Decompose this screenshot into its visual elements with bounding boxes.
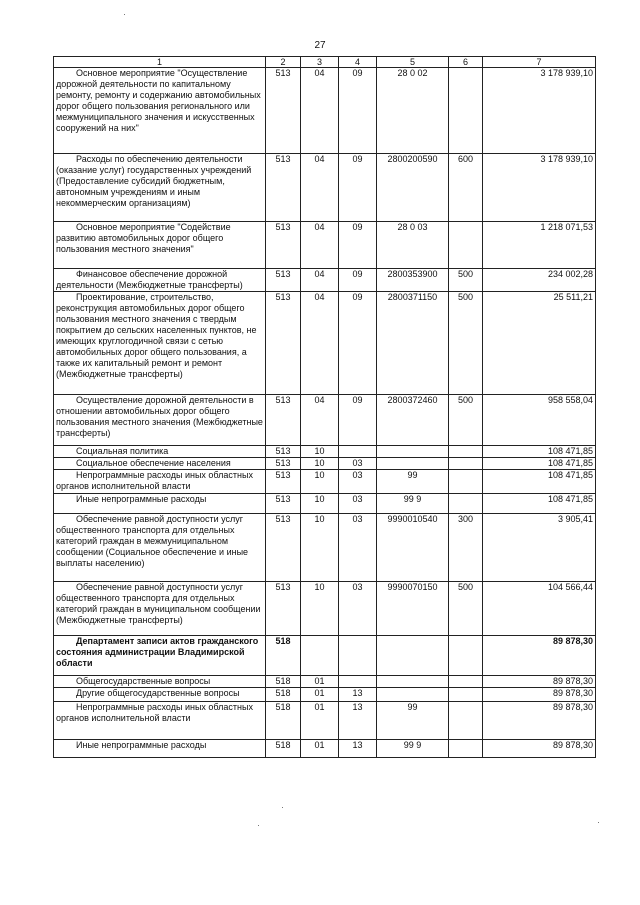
table-row <box>54 154 596 222</box>
cell-section: 04 <box>301 269 339 292</box>
cell-section: 04 <box>301 222 339 269</box>
cell-subsection: 09 <box>339 292 377 395</box>
cell-subsection: 09 <box>339 68 377 154</box>
cell-amount: 108 471,85 <box>483 446 596 458</box>
cell-description: Непрограммные расходы иных областных органов исполнительной власти <box>54 702 266 740</box>
header-col-1: 1 <box>54 57 266 68</box>
cell-description: Осуществление дорожной деятельности в отношении автомобильных дорог общего пользования местного значения (Межбюджетные трансферты) <box>54 395 266 446</box>
cell-expense-type: 500 <box>449 292 483 395</box>
cell-expense-type <box>449 702 483 740</box>
cell-subsection: 03 <box>339 470 377 494</box>
scan-speck <box>282 807 283 808</box>
cell-section: 10 <box>301 470 339 494</box>
cell-ministry: 513 <box>266 154 301 222</box>
cell-target-article: 99 9 <box>377 740 449 758</box>
cell-amount: 108 471,85 <box>483 470 596 494</box>
table-row <box>54 740 596 758</box>
cell-target-article: 28 0 02 <box>377 68 449 154</box>
cell-section: 10 <box>301 514 339 582</box>
cell-target-article: 9990070150 <box>377 582 449 636</box>
cell-expense-type: 500 <box>449 395 483 446</box>
header-row <box>54 57 596 68</box>
cell-expense-type: 500 <box>449 269 483 292</box>
cell-target-article <box>377 458 449 470</box>
cell-amount: 108 471,85 <box>483 458 596 470</box>
page-number: 27 <box>314 40 326 51</box>
cell-ministry: 518 <box>266 636 301 676</box>
table-row <box>54 470 596 494</box>
header-col-4: 4 <box>339 57 377 68</box>
table-row <box>54 494 596 514</box>
cell-section: 04 <box>301 68 339 154</box>
cell-expense-type <box>449 470 483 494</box>
cell-amount: 104 566,44 <box>483 582 596 636</box>
cell-ministry: 518 <box>266 702 301 740</box>
cell-subsection: 09 <box>339 395 377 446</box>
cell-target-article: 99 <box>377 702 449 740</box>
cell-description: Социальное обеспечение населения <box>54 458 266 470</box>
table-row <box>54 68 596 154</box>
cell-ministry: 518 <box>266 676 301 688</box>
cell-subsection <box>339 636 377 676</box>
cell-subsection: 03 <box>339 494 377 514</box>
cell-ministry: 513 <box>266 470 301 494</box>
cell-subsection: 03 <box>339 582 377 636</box>
cell-expense-type: 300 <box>449 514 483 582</box>
cell-subsection: 13 <box>339 702 377 740</box>
cell-ministry: 513 <box>266 222 301 269</box>
cell-amount: 108 471,85 <box>483 494 596 514</box>
table-row <box>54 702 596 740</box>
cell-section <box>301 636 339 676</box>
scan-speck <box>258 825 259 826</box>
cell-target-article: 99 <box>377 470 449 494</box>
cell-ministry: 513 <box>266 582 301 636</box>
cell-expense-type <box>449 222 483 269</box>
cell-description: Обеспечение равной доступности услуг общественного транспорта для отдельных категорий граждан в межмуниципальном сообщении (Социальное обеспечение и иные выплаты населению) <box>54 514 266 582</box>
cell-section: 01 <box>301 676 339 688</box>
cell-section: 04 <box>301 292 339 395</box>
cell-description: Основное мероприятие "Осуществление дорожной деятельности по капитальному ремонту, ремонту и содержанию автомобильных дорог общего пользования регионального или межмуниципального значения и искусственных сооружений на них" <box>54 68 266 154</box>
header-col-6: 6 <box>449 57 483 68</box>
cell-amount: 234 002,28 <box>483 269 596 292</box>
cell-ministry: 513 <box>266 395 301 446</box>
table-row <box>54 636 596 676</box>
table-row <box>54 688 596 702</box>
cell-expense-type <box>449 68 483 154</box>
cell-description: Основное мероприятие "Содействие развитию автомобильных дорог общего пользования местного значения" <box>54 222 266 269</box>
cell-amount: 3 178 939,10 <box>483 154 596 222</box>
cell-expense-type <box>449 446 483 458</box>
cell-amount: 958 558,04 <box>483 395 596 446</box>
cell-expense-type <box>449 740 483 758</box>
table-row <box>54 269 596 292</box>
cell-amount: 3 178 939,10 <box>483 68 596 154</box>
cell-subsection: 13 <box>339 740 377 758</box>
cell-section: 01 <box>301 688 339 702</box>
cell-expense-type: 600 <box>449 154 483 222</box>
cell-expense-type <box>449 458 483 470</box>
cell-ministry: 513 <box>266 514 301 582</box>
cell-target-article: 99 9 <box>377 494 449 514</box>
cell-section: 10 <box>301 446 339 458</box>
cell-target-article: 2800372460 <box>377 395 449 446</box>
budget-table <box>53 56 596 758</box>
cell-description: Финансовое обеспечение дорожной деятельности (Межбюджетные трансферты) <box>54 269 266 292</box>
cell-amount: 89 878,30 <box>483 636 596 676</box>
cell-target-article: 2800353900 <box>377 269 449 292</box>
header-col-3: 3 <box>301 57 339 68</box>
table-row <box>54 292 596 395</box>
table-row <box>54 514 596 582</box>
cell-target-article <box>377 636 449 676</box>
header-col-5: 5 <box>377 57 449 68</box>
cell-expense-type <box>449 676 483 688</box>
cell-target-article <box>377 676 449 688</box>
cell-description: Непрограммные расходы иных областных органов исполнительной власти <box>54 470 266 494</box>
cell-description: Общегосударственные вопросы <box>54 676 266 688</box>
cell-subsection: 03 <box>339 458 377 470</box>
cell-section: 01 <box>301 702 339 740</box>
cell-description: Другие общегосударственные вопросы <box>54 688 266 702</box>
cell-description: Обеспечение равной доступности услуг общественного транспорта для отдельных категорий граждан в муниципальном сообщении (Межбюджетные трансферты) <box>54 582 266 636</box>
table-row <box>54 458 596 470</box>
cell-amount: 89 878,30 <box>483 740 596 758</box>
cell-section: 10 <box>301 582 339 636</box>
table-row <box>54 395 596 446</box>
cell-target-article: 28 0 03 <box>377 222 449 269</box>
cell-expense-type <box>449 494 483 514</box>
cell-ministry: 518 <box>266 688 301 702</box>
cell-ministry: 513 <box>266 269 301 292</box>
cell-subsection <box>339 676 377 688</box>
header-col-2: 2 <box>266 57 301 68</box>
cell-target-article: 2800371150 <box>377 292 449 395</box>
cell-target-article: 2800200590 <box>377 154 449 222</box>
cell-amount: 89 878,30 <box>483 676 596 688</box>
cell-subsection: 13 <box>339 688 377 702</box>
cell-target-article <box>377 446 449 458</box>
cell-section: 04 <box>301 395 339 446</box>
cell-ministry: 513 <box>266 292 301 395</box>
cell-expense-type: 500 <box>449 582 483 636</box>
cell-description: Департамент записи актов гражданского состояния администрации Владимирской области <box>54 636 266 676</box>
cell-ministry: 513 <box>266 446 301 458</box>
cell-target-article <box>377 688 449 702</box>
header-col-7: 7 <box>483 57 596 68</box>
table-row <box>54 222 596 269</box>
cell-ministry: 513 <box>266 68 301 154</box>
cell-amount: 25 511,21 <box>483 292 596 395</box>
cell-ministry: 518 <box>266 740 301 758</box>
table-row <box>54 582 596 636</box>
cell-amount: 89 878,30 <box>483 702 596 740</box>
cell-expense-type <box>449 688 483 702</box>
table-row <box>54 676 596 688</box>
cell-description: Проектирование, строительство, реконструкция автомобильных дорог общего пользования местного значения с твердым покрытием до сельских населенных пунктов, не имеющих круглогодичной связи с сетью автомобильных дорог общего пользования, а также их капитальный ремонт и ремонт (Межбюджетные трансферты) <box>54 292 266 395</box>
cell-ministry: 513 <box>266 494 301 514</box>
scan-speck <box>124 14 125 15</box>
cell-description: Иные непрограммные расходы <box>54 494 266 514</box>
cell-ministry: 513 <box>266 458 301 470</box>
table-row <box>54 446 596 458</box>
cell-section: 04 <box>301 154 339 222</box>
cell-description: Социальная политика <box>54 446 266 458</box>
cell-subsection: 03 <box>339 514 377 582</box>
cell-description: Иные непрограммные расходы <box>54 740 266 758</box>
cell-section: 10 <box>301 458 339 470</box>
cell-section: 10 <box>301 494 339 514</box>
cell-subsection: 09 <box>339 269 377 292</box>
cell-subsection: 09 <box>339 154 377 222</box>
cell-expense-type <box>449 636 483 676</box>
cell-subsection: 09 <box>339 222 377 269</box>
cell-description: Расходы по обеспечению деятельности (оказание услуг) государственных учреждений (Предоставление субсидий бюджетным, автономным учреждениям и иным некоммерческим организациям) <box>54 154 266 222</box>
cell-amount: 89 878,30 <box>483 688 596 702</box>
scan-speck <box>598 822 599 823</box>
cell-amount: 1 218 071,53 <box>483 222 596 269</box>
cell-section: 01 <box>301 740 339 758</box>
cell-amount: 3 905,41 <box>483 514 596 582</box>
cell-target-article: 9990010540 <box>377 514 449 582</box>
cell-subsection <box>339 446 377 458</box>
